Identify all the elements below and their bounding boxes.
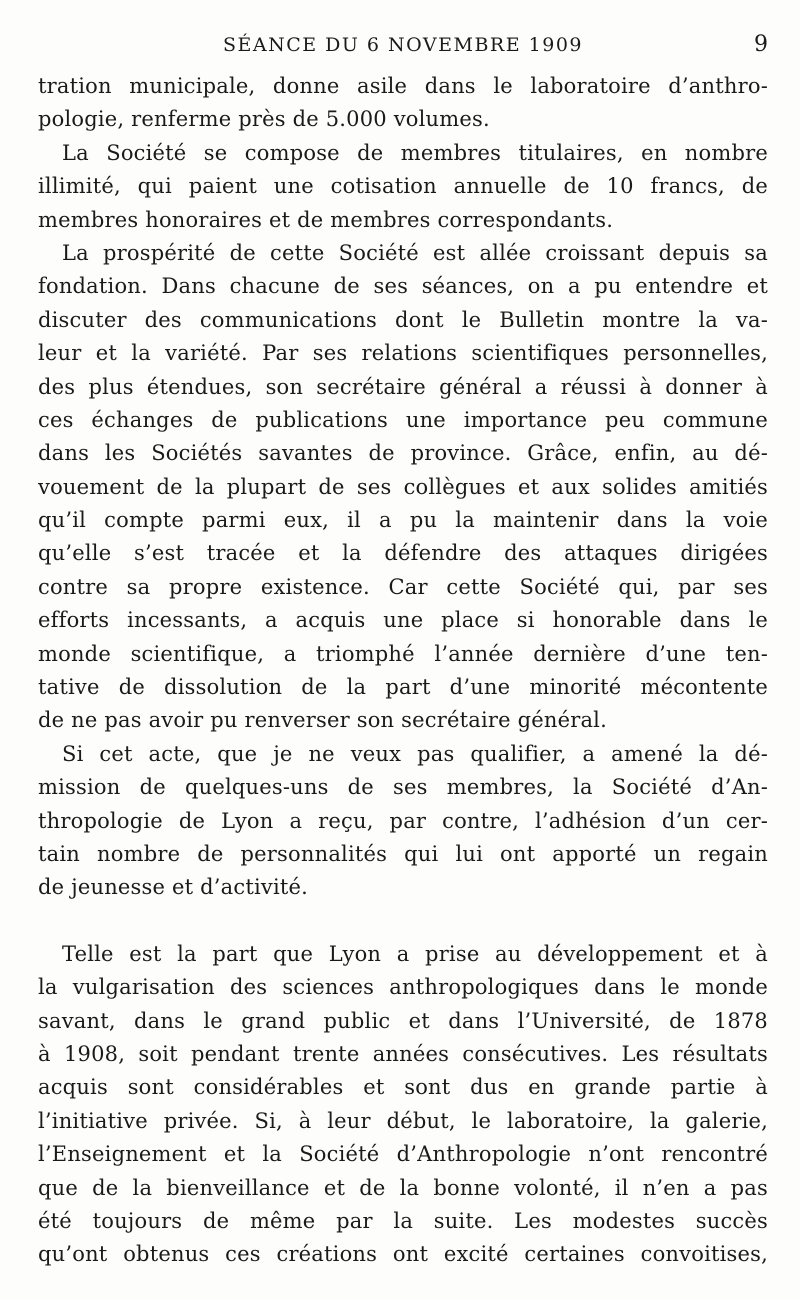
text-line: de jeunesse et d’activité. [38,875,309,900]
text-line: vouement de la plupart de ses collègues et aux solides amitiés [38,474,768,499]
text-line: pologie, renferme près de 5.000 volumes. [38,107,490,132]
text-line: leur et la variété. Par ses relations scientifiques personnelles, [38,341,768,366]
text-line: Telle est la part que Lyon a prise au développement et à [62,941,768,966]
text-line: été toujours de même par la suite. Les modestes succès [38,1208,768,1233]
text-line: contre sa propre existence. Car cette Société qui, par ses [38,574,768,599]
text-line: tative de dissolution de la part d’une minorité mécontente [38,675,768,700]
text-line: acquis sont considérables et sont dus en grande partie à [38,1075,768,1100]
text-line: savant, dans le grand public et dans l’Université, de 1878 [38,1008,768,1033]
text-line: La prospérité de cette Société est allée croissant depuis sa [62,240,768,265]
text-line: membres honoraires et de membres correspondants. [38,207,614,232]
text-line: mission de quelques-uns de ses membres, la Société d’An- [38,775,768,800]
text-line: thropologie de Lyon a reçu, par contre, l’adhésion d’un cer- [38,808,768,833]
text-line: l’initiative privée. Si, à leur début, le laboratoire, la galerie, [38,1108,768,1133]
running-head [38,30,768,64]
text-line: illimité, qui paient une cotisation annuelle de 10 francs, de [38,174,768,199]
text-line: tain nombre de personnalités qui lui ont apporté un regain [38,841,768,866]
text-line: l’Enseignement et la Société d’Anthropologie n’ont rencontré [38,1142,768,1167]
paragraph-spacer [38,905,768,938]
text-line: qu’ont obtenus ces créations ont excité certaines convoitises, [38,1242,768,1267]
text-line: discuter des communications dont le Bulletin montre la va- [38,307,768,332]
body-text [38,70,768,1272]
text-line: monde scientifique, a triomphé l’année dernière d’une ten- [38,641,768,666]
text-line: efforts incessants, a acquis une place si honorable dans le [38,608,768,633]
text-line: La Société se compose de membres titulaires, en nombre [62,140,768,165]
text-line: que de la bienveillance et de la bonne volonté, il n’en a pas [38,1175,768,1200]
text-line: à 1908, soit pendant trente années consécutives. Les résultats [38,1041,768,1066]
text-line: dans les Sociétés savantes de province. Grâce, enfin, au dé- [38,441,768,466]
running-title: SÉANCE DU 6 NOVEMBRE 1909 [222,34,584,56]
page-number: 9 [754,32,768,57]
text-line: ces échanges de publications une importance peu commune [38,407,768,432]
text-line: des plus étendues, son secrétaire général a réussi à donner à [38,374,768,399]
text-line: qu’elle s’est tracée et la défendre des attaques dirigées [38,541,768,566]
text-line: la vulgarisation des sciences anthropologiques dans le monde [38,975,768,1000]
text-line: tration municipale, donne asile dans le laboratoire d’anthro- [38,74,768,98]
text-line: fondation. Dans chacune de ses séances, on a pu entendre et [38,274,768,299]
text-line: de ne pas avoir pu renverser son secrétaire général. [38,708,607,733]
text-line: qu’il compte parmi eux, il a pu la maintenir dans la voie [38,508,768,533]
text-line: Si cet acte, que je ne veux pas qualifier, a amené la dé- [62,741,768,766]
